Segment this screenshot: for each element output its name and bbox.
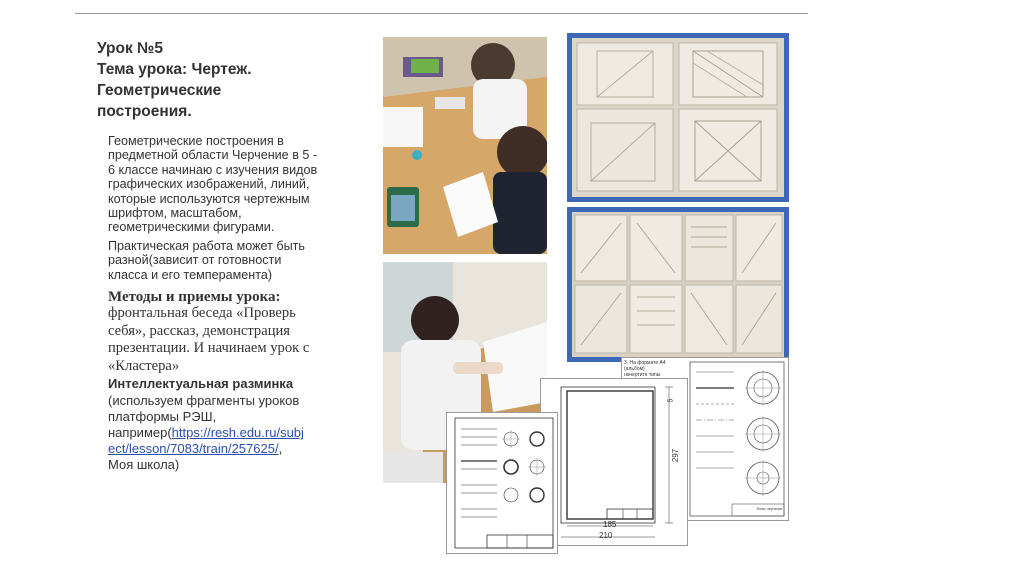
warmup-line: Моя школа) [108,457,180,472]
dim-margin-label: 5 [667,398,675,403]
intro-text [108,134,358,282]
practice-line: Практическая работа может быть [108,238,305,253]
methods-text [108,305,358,375]
warmup-text [108,393,358,473]
warmup-line: (используем фрагменты уроков [108,393,300,408]
intro-line: графических изображений, линий, [108,177,310,192]
intro-line: 6 классе начинаю с изучения видов [108,162,318,177]
drawings-photo-1 [567,33,789,202]
warmup-heading: Интеллектуальная разминка [108,376,294,391]
resh-link-part-2[interactable]: ect/lesson/7083/train/257625/ [108,441,279,456]
dim-width-label: 210 [599,531,613,540]
practice-line: класса и его темперамента) [108,267,273,282]
lesson-title [97,38,367,122]
methods-line: фронтальная беседа «Проверь [108,305,296,321]
intro-line: Геометрические построения в [108,134,284,148]
top-divider [75,13,808,14]
intro-line: геометрическими фигурами. [108,220,275,235]
task-text: 3. На формате А4 (альбом) начертите типы [624,360,666,378]
resh-link-part-1[interactable]: https://resh.edu.ru/subj [171,425,304,440]
methods-line: презентации. И начинаем урок с [108,340,310,357]
methods-line: «Кластера» [108,357,180,374]
stamp-text: Типы чертежа [756,506,782,511]
classroom-photo-boys [383,37,547,254]
intro-line: шрифтом, масштабом, [108,206,242,221]
drawings-photo-2 [567,207,789,362]
practice-line: разной(зависит от готовности [108,253,282,268]
circles-worksheet [446,412,558,554]
methods-heading: Методы и приемы урока: [108,289,281,305]
warmup-link-suffix: , [278,441,283,456]
title-line-1: Урок №5 [97,40,163,57]
dim-height-label: 297 [671,448,681,463]
title-line-4: построения. [97,103,192,120]
warmup-link-prefix: например( [108,425,172,440]
methods-line: себя», рассказ, демонстрация [108,322,291,339]
title-line-3: Геометрические [97,82,222,99]
warmup-line: платформы РЭШ, [108,409,217,424]
intro-line: которые используются чертежным [108,191,310,206]
a4-frame-sheet [540,378,688,546]
intro-line: предметной области Черчение в 5 - [108,148,318,163]
title-line-2: Тема урока: Чертеж. [97,61,252,78]
dim-inner-label: 185 [603,520,617,529]
